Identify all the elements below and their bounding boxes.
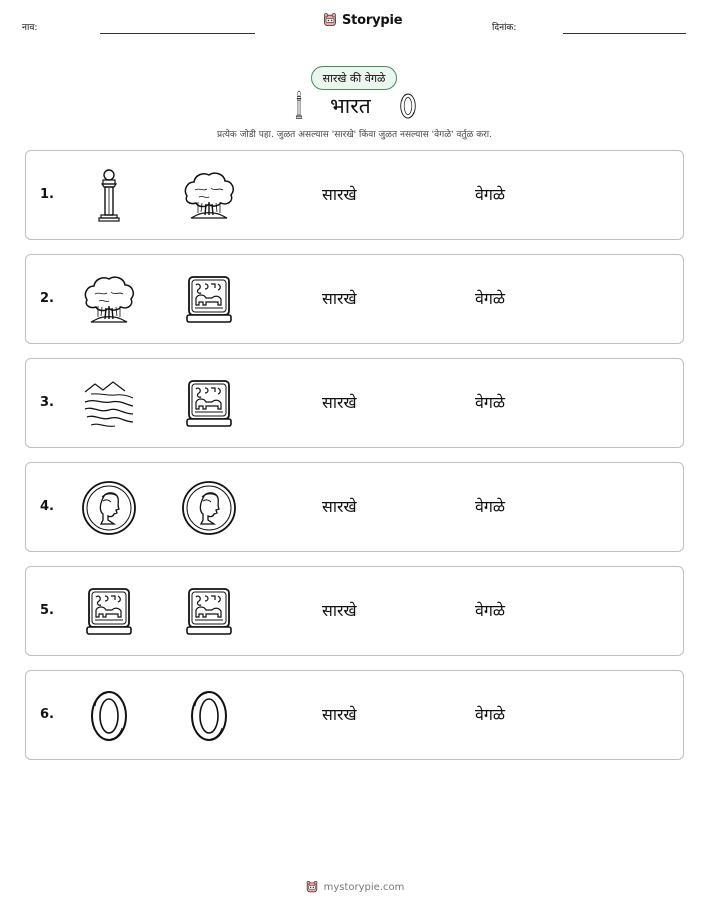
instructions: प्रत्येक जोडी पहा. जुळत असल्यास 'सारखे' किंवा जुळत नसल्यास 'वेगळे' वर्तुळ करा. (216, 130, 492, 140)
option-same[interactable]: सारखे (322, 185, 357, 204)
option-same[interactable]: सारखे (322, 289, 357, 308)
question-row (25, 150, 684, 240)
page-title: भारत (330, 94, 371, 118)
zero-icon (396, 92, 420, 120)
question-number: 1. (40, 187, 54, 202)
seal-icon (81, 584, 137, 640)
seal-icon (181, 272, 237, 328)
banyan-tree-icon (81, 272, 137, 328)
question-number: 4. (40, 499, 54, 514)
option-same[interactable]: सारखे (322, 497, 357, 516)
question-row (25, 254, 684, 344)
footer (0, 880, 709, 894)
footer-url[interactable]: mystorypie.com (323, 881, 405, 893)
question-number: 6. (40, 707, 54, 722)
mascot-icon (305, 880, 319, 894)
question-number: 5. (40, 603, 54, 618)
mascot-icon (322, 12, 338, 28)
date-line[interactable] (563, 33, 686, 34)
brand-logo (322, 12, 402, 28)
option-different[interactable]: वेगळे (475, 601, 506, 620)
name-line[interactable] (100, 33, 255, 34)
option-same[interactable]: सारखे (322, 601, 357, 620)
option-different[interactable]: वेगळे (475, 289, 506, 308)
coin-icon (181, 480, 237, 536)
seal-icon (181, 376, 237, 432)
option-different[interactable]: वेगळे (475, 705, 506, 724)
option-same[interactable]: सारखे (322, 705, 357, 724)
option-same[interactable]: सारखे (322, 393, 357, 412)
brand-name: Storypie (342, 12, 403, 28)
seal-icon (181, 584, 237, 640)
banyan-tree-icon (181, 168, 237, 224)
name-label: नाव: (22, 23, 38, 33)
option-different[interactable]: वेगळे (475, 393, 506, 412)
question-row (25, 670, 684, 760)
question-number: 2. (40, 291, 54, 306)
pillar-icon (291, 90, 307, 120)
option-different[interactable]: वेगळे (475, 497, 506, 516)
zero-icon (81, 688, 137, 744)
question-row (25, 358, 684, 448)
date-label: दिनांक: (492, 23, 517, 33)
coin-icon (81, 480, 137, 536)
question-number: 3. (40, 395, 54, 410)
question-row (25, 462, 684, 552)
worksheet-type-badge: सारखे की वेगळे (311, 66, 397, 90)
river-icon (81, 376, 137, 432)
option-different[interactable]: वेगळे (475, 185, 506, 204)
zero-icon (181, 688, 237, 744)
pillar-icon (81, 168, 137, 224)
question-row (25, 566, 684, 656)
